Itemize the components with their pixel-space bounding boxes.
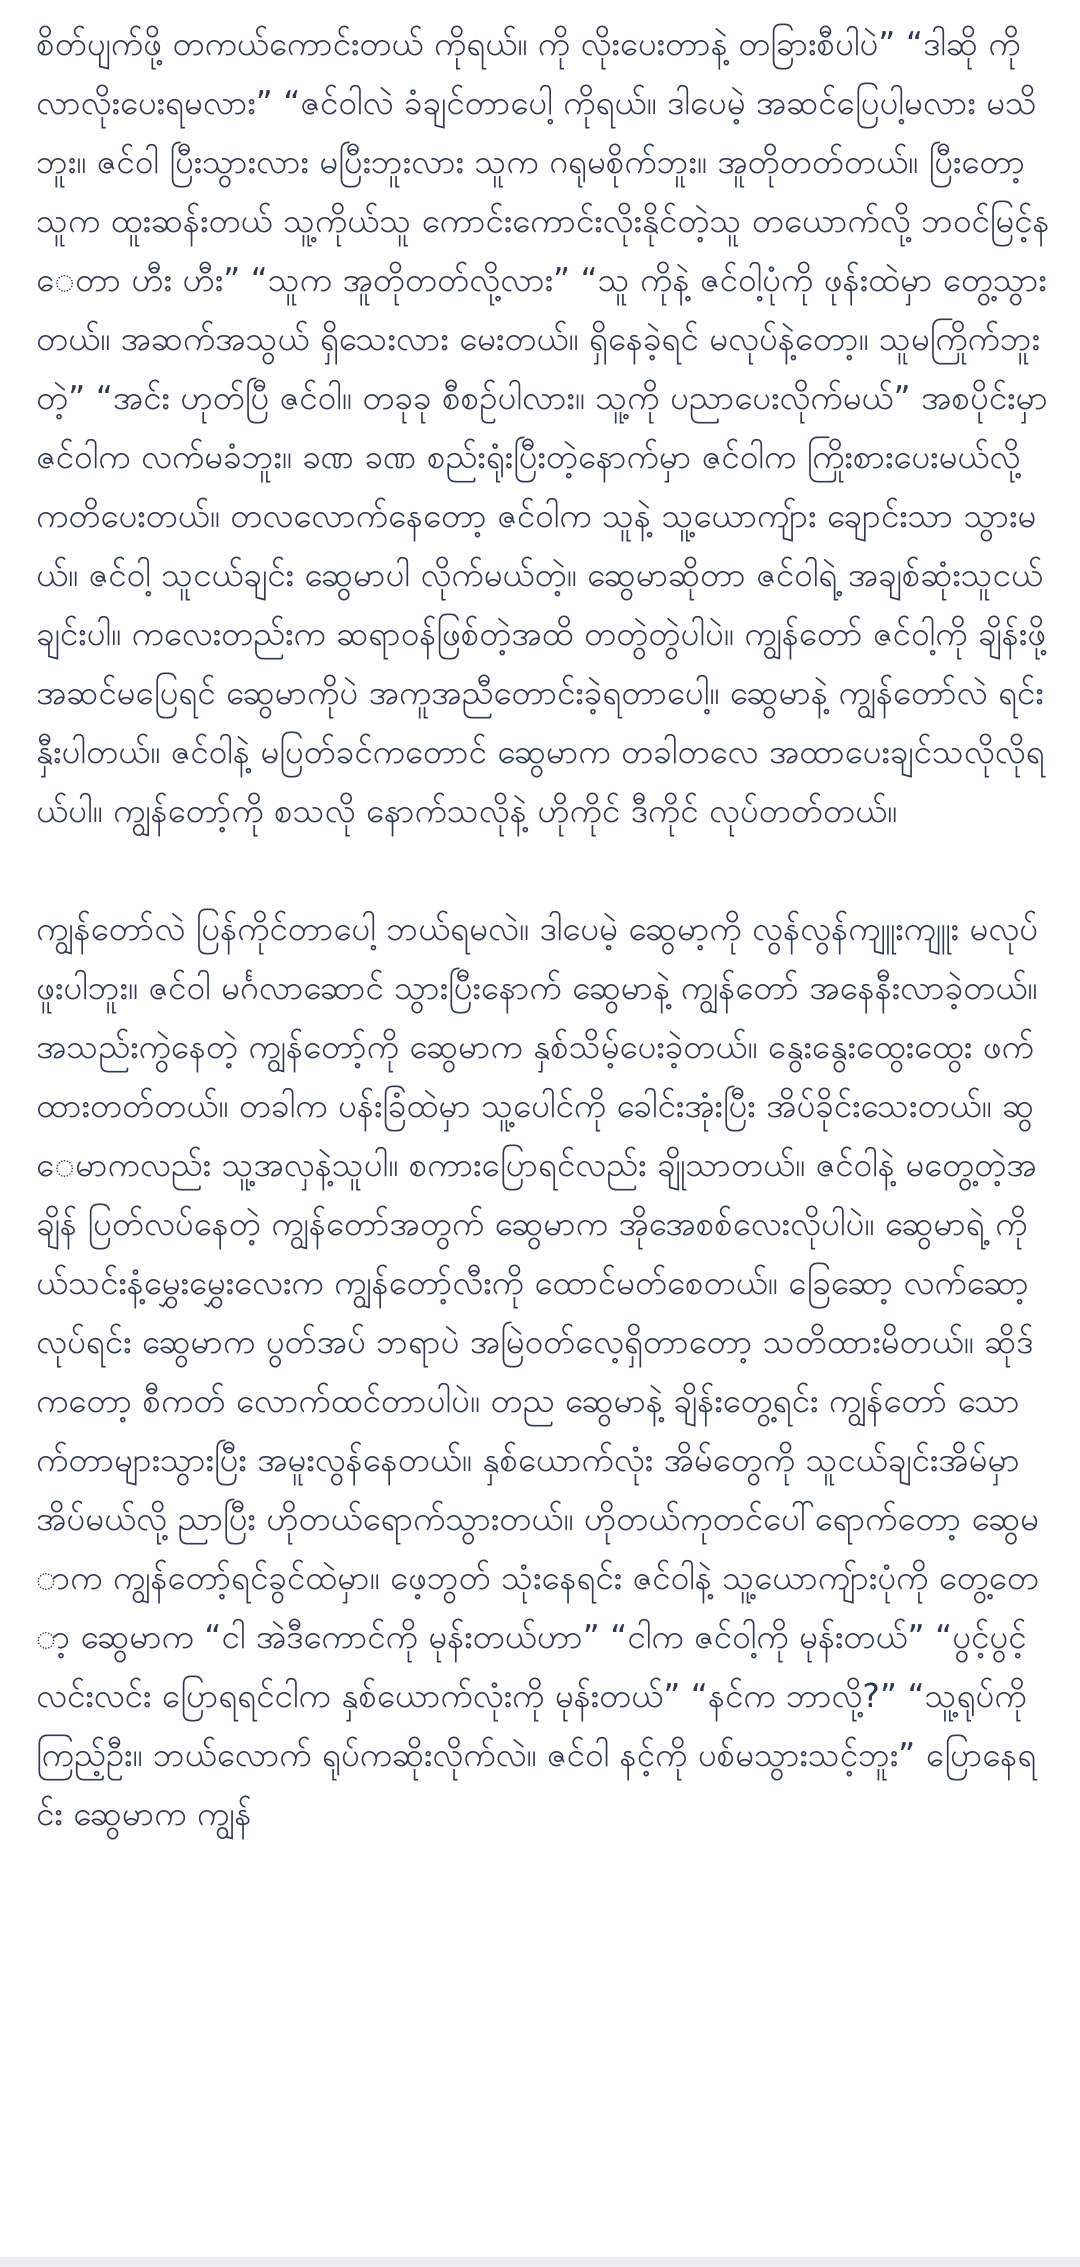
article-paragraph-1: စိတ်ပျက်ဖို့ တကယ်ကောင်းတယ် ကိုရယ်။ ကို လိုးပေးတာနဲ့ တခြားစီပါပဲ” “ဒါဆို ကို လာလိုးပေးရမလား” “ဇင်ဝါလဲ ခံချင်တာပေါ့ ကိုရယ်။ ဒါပေမဲ့ အဆင်ပြေပါ့မလား မသိဘူး။ ဇင်ဝါ ပြီးသွားလား မပြီးဘူးလား သူက ဂရုမစိုက်ဘူး။ အူတိုတတ်တယ်။ ပြီးတော့ သူက ထူးဆန်းတယ် သူ့ကိုယ်သူ ကောင်းကောင်းလိုးနိုင်တဲ့သူ တယောက်လို့ ဘဝင်မြင့်နေတာ ဟီး ဟီး” “သူက အူတိုတတ်လို့လား” “သူ ကိုနဲ့ ဇင်ဝါ့ပုံကို ဖုန်းထဲမှာ တွေ့သွားတယ်။ အဆက်အသွယ် ရှိသေးလား မေးတယ်။ ရှိနေခဲ့ရင် မလုပ်နဲ့တော့။ သူမကြိုက်ဘူးတဲ့” “အင်း ဟုတ်ပြီ ဇင်ဝါ။ တခုခု စီစဉ်ပါလား။ သူ့ကို ပညာပေးလိုက်မယ်” အစပိုင်းမှာ ဇင်ဝါက လက်မခံဘူး။ ခဏ ခဏ စည်းရုံးပြီးတဲ့နောက်မှာ ဇင်ဝါက ကြိုးစားပေးမယ်လို့ ကတိပေးတယ်။ တလလောက်နေတော့ ဇင်ဝါက သူနဲ့ သူ့ယောကျ်ား ချောင်းသာ သွားမယ်။ ဇင်ဝါ့ သူငယ်ချင်း ဆွေမာပါ လိုက်မယ်တဲ့။ ဆွေမာဆိုတာ ဇင်ဝါရဲ့ အချစ်ဆုံးသူငယ်ချင်းပါ။ ကလေးတည်းက ဆရာဝန်ဖြစ်တဲ့အထိ တတွဲတွဲပါပဲ။ ကျွန်တော် ဇင်ဝါ့ကို ချိန်းဖို့ အဆင်မပြေရင် ဆွေမာကိုပဲ အကူအညီတောင်းခဲ့ရတာပေါ့။ ဆွေမာနဲ့ ကျွန်တော်လဲ ရင်းနှီးပါတယ်။ ဇင်ဝါနဲ့ မပြတ်ခင်ကတောင် ဆွေမာက တခါတလေ အထာပေးချင်သလိုလိုရယ်ပါ။ ကျွန်တော့်ကို စသလို နောက်သလိုနဲ့ ဟိုကိုင် ဒီကိုင် လုပ်တတ်တယ်။ <box>36 24 1050 830</box>
article-paragraph-2: ကျွန်တော်လဲ ပြန်ကိုင်တာပေါ့ ဘယ်ရမလဲ။ ဒါပေမဲ့ ဆွေမာ့ကို လွန်လွန်ကျူးကျူး မလုပ်ဖူးပါဘူး။ ဇင်ဝါ မင်္ဂလာဆောင် သွားပြီးနောက် ဆွေမာနဲ့ ကျွန်တော် အနေနီးလာခဲ့တယ်။ အသည်းကွဲနေတဲ့ ကျွန်တော့်ကို ဆွေမာက နှစ်သိမ့်ပေးခဲ့တယ်။ နွေးနွေးထွေးထွေး ဖက်ထားတတ်တယ်။ တခါက ပန်းခြံထဲမှာ သူ့ပေါင်ကို ခေါင်းအုံးပြီး အိပ်ခိုင်းသေးတယ်။ ဆွေမာကလည်း သူ့အလှနဲ့သူပါ။ စကားပြောရင်လည်း ချိုသာတယ်။ ဇင်ဝါနဲ့ မတွေ့တဲ့အချိန် ပြတ်လပ်နေတဲ့ ကျွန်တော်အတွက် ဆွေမာက အိုအေစစ်လေးလိုပါပဲ။ ဆွေမာရဲ့ ကိုယ်သင်းနံ့မွှေးမွှေးလေးက ကျွန်တော့်လီးကို ထောင်မတ်စေတယ်။ ခြေဆော့ လက်ဆော့ လုပ်ရင်း ဆွေမာက ပွတ်အပ် ဘရာပဲ အမြဲဝတ်လေ့ရှိတာတော့ သတိထားမိတယ်။ ဆိုဒ် ကတော့ စီကတ် လောက်ထင်တာပါပဲ။ တည ဆွေမာနဲ့ ချိန်းတွေ့ရင်း ကျွန်တော် သောက်တာများသွားပြီး အမူးလွန်နေတယ်။ နှစ်ယောက်လုံး အိမ်တွေကို သူငယ်ချင်းအိမ်မှာ အိပ်မယ်လို့ ညာပြီး ဟိုတယ်ရောက်သွားတယ်။ ဟိုတယ်ကုတင်ပေါ်ရောက်တော့ ဆွေမာက ကျွန်တော့်ရင်ခွင်ထဲမှာ။ ဖေ့ဘွတ် သုံးနေရင်း ဇင်ဝါနဲ့ သူ့ယောကျ်ားပုံကို တွေ့တော့ ဆွေမာက “ငါ အဲဒီကောင်ကို မုန်းတယ်ဟာ” “ငါက ဇင်ဝါ့ကို မုန်းတယ်” “ပွင့်ပွင့်လင်းလင်း ပြောရရင်ငါက နှစ်ယောက်လုံးကို မုန်းတယ်” “နင်က ဘာလို့?” “သူ့ရုပ်ကို ကြည့်ဦး။ ဘယ်လောက် ရုပ်ကဆိုးလိုက်လဲ။ ဇင်ဝါ နင့်ကို ပစ်မသွားသင့်ဘူး” ပြောနေရင်း ဆွေမာက ကျွန် <box>36 909 1039 1833</box>
bottom-scroll-edge <box>0 2257 1080 2267</box>
